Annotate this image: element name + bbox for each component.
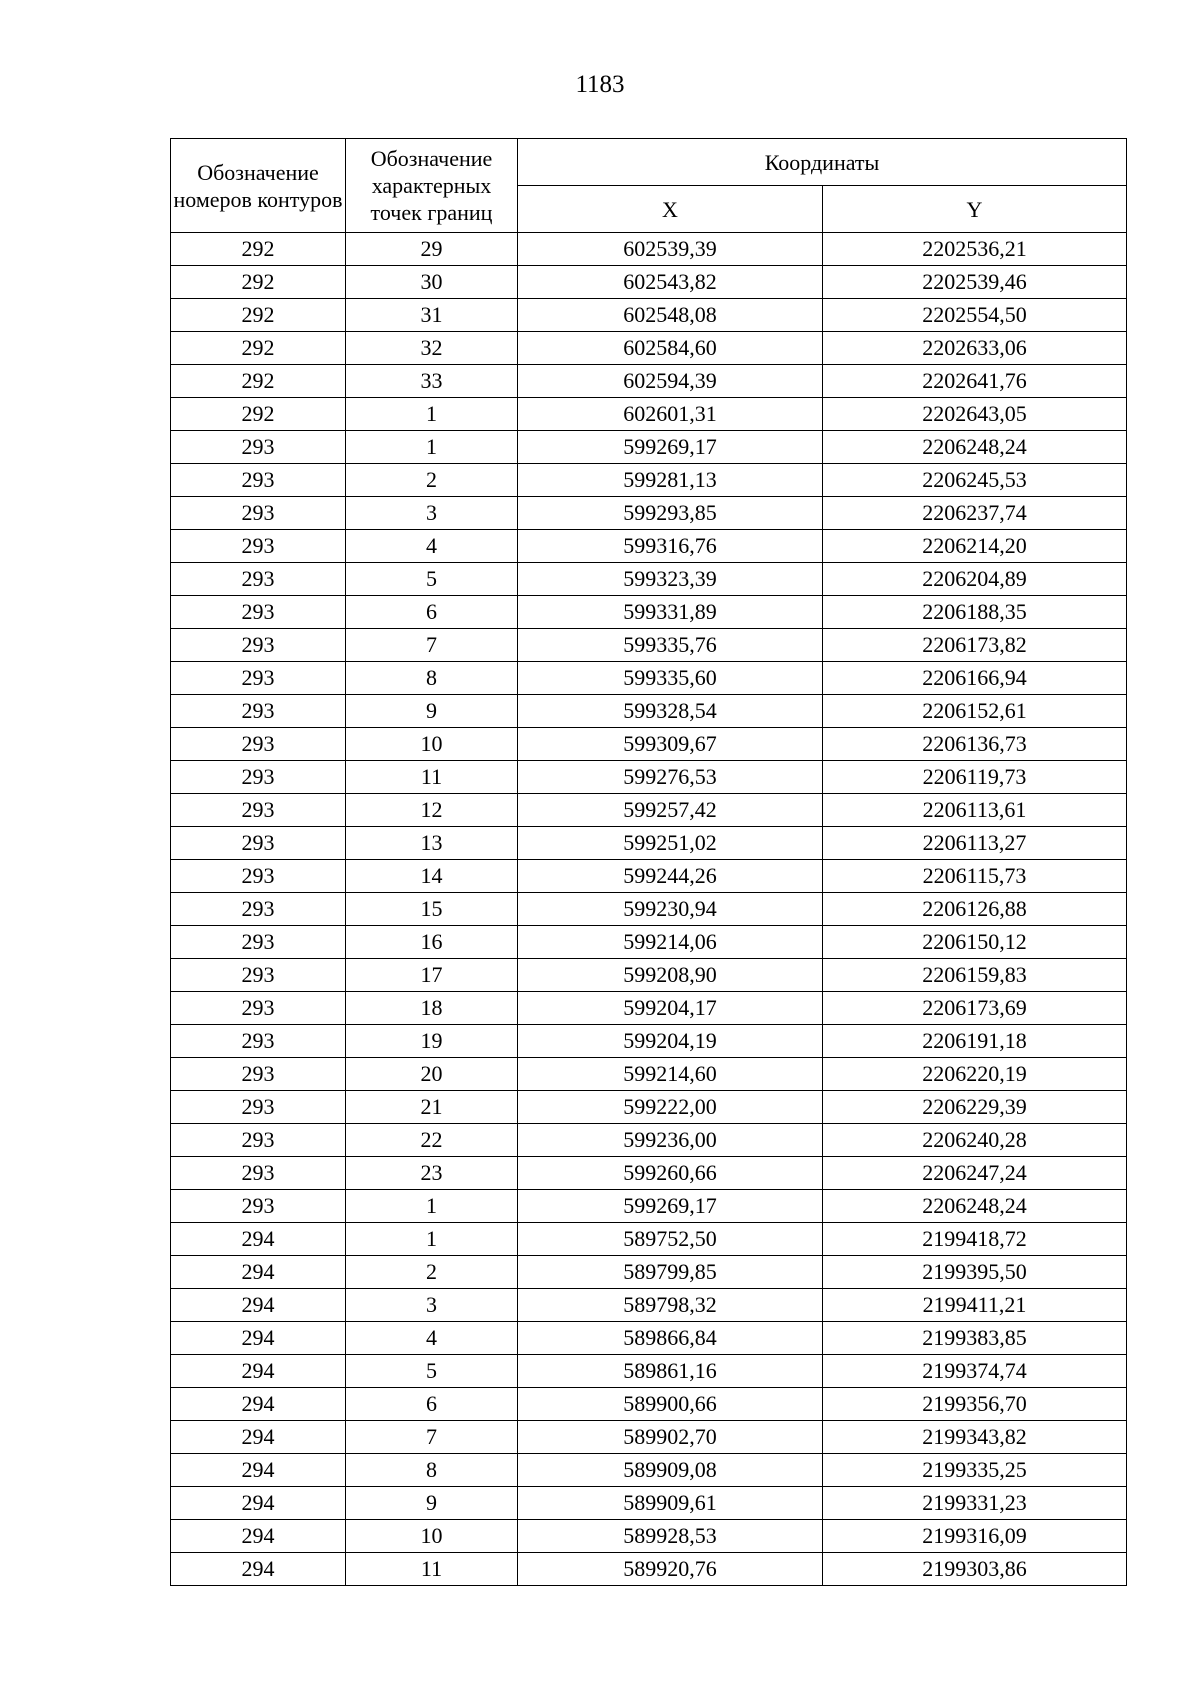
cell-x-coordinate: 599269,17 [518, 1190, 823, 1223]
cell-x-coordinate: 589909,08 [518, 1454, 823, 1487]
cell-point-number: 15 [346, 893, 518, 926]
cell-point-number: 3 [346, 1289, 518, 1322]
cell-point-number: 10 [346, 1520, 518, 1553]
cell-contour-number: 293 [171, 596, 346, 629]
cell-y-coordinate: 2199303,86 [823, 1553, 1127, 1586]
cell-x-coordinate: 602543,82 [518, 266, 823, 299]
cell-point-number: 8 [346, 1454, 518, 1487]
cell-x-coordinate: 599236,00 [518, 1124, 823, 1157]
cell-contour-number: 292 [171, 233, 346, 266]
table-header [171, 139, 1127, 233]
cell-x-coordinate: 602594,39 [518, 365, 823, 398]
cell-contour-number: 293 [171, 1091, 346, 1124]
cell-x-coordinate: 599328,54 [518, 695, 823, 728]
cell-x-coordinate: 602539,39 [518, 233, 823, 266]
table-row [171, 233, 1127, 266]
cell-x-coordinate: 599244,26 [518, 860, 823, 893]
cell-x-coordinate: 589866,84 [518, 1322, 823, 1355]
cell-y-coordinate: 2199383,85 [823, 1322, 1127, 1355]
cell-x-coordinate: 589798,32 [518, 1289, 823, 1322]
cell-y-coordinate: 2202554,50 [823, 299, 1127, 332]
cell-point-number: 10 [346, 728, 518, 761]
cell-x-coordinate: 599222,00 [518, 1091, 823, 1124]
table-row [171, 1025, 1127, 1058]
cell-contour-number: 293 [171, 959, 346, 992]
table-row [171, 893, 1127, 926]
cell-contour-number: 293 [171, 794, 346, 827]
cell-point-number: 2 [346, 1256, 518, 1289]
cell-x-coordinate: 599214,06 [518, 926, 823, 959]
cell-point-number: 1 [346, 1190, 518, 1223]
cell-y-coordinate: 2206150,12 [823, 926, 1127, 959]
table-row [171, 926, 1127, 959]
cell-x-coordinate: 599331,89 [518, 596, 823, 629]
cell-contour-number: 294 [171, 1487, 346, 1520]
cell-point-number: 18 [346, 992, 518, 1025]
header-y: Y [823, 186, 1127, 233]
cell-contour-number: 293 [171, 893, 346, 926]
table-row [171, 332, 1127, 365]
cell-y-coordinate: 2202633,06 [823, 332, 1127, 365]
cell-y-coordinate: 2202643,05 [823, 398, 1127, 431]
cell-y-coordinate: 2206214,20 [823, 530, 1127, 563]
cell-y-coordinate: 2206152,61 [823, 695, 1127, 728]
cell-contour-number: 293 [171, 563, 346, 596]
header-coordinates: Координаты [518, 139, 1127, 186]
cell-contour-number: 292 [171, 332, 346, 365]
cell-contour-number: 293 [171, 1157, 346, 1190]
cell-contour-number: 293 [171, 1025, 346, 1058]
cell-y-coordinate: 2199331,23 [823, 1487, 1127, 1520]
page-number: 1183 [575, 71, 625, 98]
cell-y-coordinate: 2206159,83 [823, 959, 1127, 992]
cell-point-number: 9 [346, 1487, 518, 1520]
table-row [171, 959, 1127, 992]
table-row [171, 1157, 1127, 1190]
table-row [171, 464, 1127, 497]
header-contour-number: Обозначение номеров контуров [171, 139, 346, 233]
cell-contour-number: 293 [171, 1190, 346, 1223]
table-row [171, 1421, 1127, 1454]
cell-contour-number: 294 [171, 1520, 346, 1553]
cell-x-coordinate: 589752,50 [518, 1223, 823, 1256]
cell-point-number: 17 [346, 959, 518, 992]
cell-x-coordinate: 599208,90 [518, 959, 823, 992]
cell-contour-number: 293 [171, 860, 346, 893]
cell-point-number: 14 [346, 860, 518, 893]
cell-contour-number: 293 [171, 761, 346, 794]
cell-contour-number: 293 [171, 695, 346, 728]
cell-y-coordinate: 2199418,72 [823, 1223, 1127, 1256]
cell-point-number: 1 [346, 431, 518, 464]
cell-y-coordinate: 2206136,73 [823, 728, 1127, 761]
cell-point-number: 8 [346, 662, 518, 695]
cell-y-coordinate: 2199343,82 [823, 1421, 1127, 1454]
cell-contour-number: 293 [171, 431, 346, 464]
cell-point-number: 31 [346, 299, 518, 332]
table-row [171, 1223, 1127, 1256]
cell-y-coordinate: 2202641,76 [823, 365, 1127, 398]
cell-point-number: 4 [346, 1322, 518, 1355]
cell-point-number: 7 [346, 629, 518, 662]
cell-contour-number: 293 [171, 530, 346, 563]
cell-point-number: 20 [346, 1058, 518, 1091]
cell-x-coordinate: 599204,17 [518, 992, 823, 1025]
cell-contour-number: 293 [171, 926, 346, 959]
table-row [171, 1256, 1127, 1289]
table-row [171, 1190, 1127, 1223]
cell-x-coordinate: 599269,17 [518, 431, 823, 464]
cell-contour-number: 294 [171, 1388, 346, 1421]
cell-x-coordinate: 599251,02 [518, 827, 823, 860]
cell-x-coordinate: 599309,67 [518, 728, 823, 761]
cell-point-number: 1 [346, 1223, 518, 1256]
cell-point-number: 11 [346, 761, 518, 794]
cell-x-coordinate: 589909,61 [518, 1487, 823, 1520]
cell-y-coordinate: 2206191,18 [823, 1025, 1127, 1058]
cell-y-coordinate: 2206220,19 [823, 1058, 1127, 1091]
cell-point-number: 13 [346, 827, 518, 860]
table-row [171, 695, 1127, 728]
cell-x-coordinate: 602601,31 [518, 398, 823, 431]
cell-x-coordinate: 599323,39 [518, 563, 823, 596]
cell-y-coordinate: 2199374,74 [823, 1355, 1127, 1388]
coordinates-table [170, 138, 1127, 1586]
table-row [171, 1454, 1127, 1487]
table-row [171, 1058, 1127, 1091]
cell-point-number: 16 [346, 926, 518, 959]
table-row [171, 299, 1127, 332]
table-row [171, 827, 1127, 860]
cell-y-coordinate: 2206247,24 [823, 1157, 1127, 1190]
cell-contour-number: 294 [171, 1322, 346, 1355]
cell-x-coordinate: 589861,16 [518, 1355, 823, 1388]
cell-point-number: 33 [346, 365, 518, 398]
header-point-designation: Обозначение характерных точек границ [346, 139, 518, 233]
cell-contour-number: 293 [171, 464, 346, 497]
table-row [171, 1355, 1127, 1388]
table-row [171, 992, 1127, 1025]
cell-point-number: 5 [346, 563, 518, 596]
table-row [171, 1487, 1127, 1520]
table-row [171, 1520, 1127, 1553]
cell-y-coordinate: 2206240,28 [823, 1124, 1127, 1157]
table-row [171, 431, 1127, 464]
table-row [171, 596, 1127, 629]
table-row [171, 1388, 1127, 1421]
cell-x-coordinate: 599230,94 [518, 893, 823, 926]
cell-x-coordinate: 599335,76 [518, 629, 823, 662]
cell-point-number: 2 [346, 464, 518, 497]
cell-y-coordinate: 2199356,70 [823, 1388, 1127, 1421]
table-row [171, 1289, 1127, 1322]
cell-point-number: 21 [346, 1091, 518, 1124]
cell-y-coordinate: 2206173,69 [823, 992, 1127, 1025]
cell-x-coordinate: 599316,76 [518, 530, 823, 563]
cell-contour-number: 294 [171, 1421, 346, 1454]
cell-point-number: 5 [346, 1355, 518, 1388]
cell-point-number: 11 [346, 1553, 518, 1586]
cell-y-coordinate: 2202539,46 [823, 266, 1127, 299]
cell-y-coordinate: 2199335,25 [823, 1454, 1127, 1487]
cell-x-coordinate: 602584,60 [518, 332, 823, 365]
cell-point-number: 9 [346, 695, 518, 728]
cell-point-number: 1 [346, 398, 518, 431]
table-row [171, 662, 1127, 695]
cell-point-number: 32 [346, 332, 518, 365]
table-row [171, 1553, 1127, 1586]
cell-contour-number: 293 [171, 992, 346, 1025]
cell-contour-number: 293 [171, 827, 346, 860]
cell-y-coordinate: 2206245,53 [823, 464, 1127, 497]
cell-point-number: 29 [346, 233, 518, 266]
table-row [171, 1124, 1127, 1157]
cell-contour-number: 292 [171, 365, 346, 398]
cell-point-number: 6 [346, 596, 518, 629]
cell-x-coordinate: 599293,85 [518, 497, 823, 530]
cell-x-coordinate: 589920,76 [518, 1553, 823, 1586]
table-row [171, 860, 1127, 893]
cell-contour-number: 292 [171, 299, 346, 332]
cell-y-coordinate: 2206126,88 [823, 893, 1127, 926]
table-row [171, 365, 1127, 398]
cell-y-coordinate: 2206204,89 [823, 563, 1127, 596]
cell-contour-number: 293 [171, 629, 346, 662]
cell-contour-number: 292 [171, 398, 346, 431]
table-body [171, 233, 1127, 1586]
cell-x-coordinate: 599335,60 [518, 662, 823, 695]
cell-x-coordinate: 589928,53 [518, 1520, 823, 1553]
cell-point-number: 3 [346, 497, 518, 530]
table-row [171, 266, 1127, 299]
cell-y-coordinate: 2202536,21 [823, 233, 1127, 266]
cell-contour-number: 293 [171, 662, 346, 695]
table-row [171, 728, 1127, 761]
cell-x-coordinate: 602548,08 [518, 299, 823, 332]
cell-x-coordinate: 599257,42 [518, 794, 823, 827]
cell-x-coordinate: 589900,66 [518, 1388, 823, 1421]
cell-y-coordinate: 2206188,35 [823, 596, 1127, 629]
cell-point-number: 6 [346, 1388, 518, 1421]
cell-contour-number: 294 [171, 1553, 346, 1586]
cell-x-coordinate: 599204,19 [518, 1025, 823, 1058]
cell-y-coordinate: 2199411,21 [823, 1289, 1127, 1322]
cell-y-coordinate: 2206113,61 [823, 794, 1127, 827]
cell-y-coordinate: 2206229,39 [823, 1091, 1127, 1124]
cell-contour-number: 294 [171, 1256, 346, 1289]
cell-x-coordinate: 589902,70 [518, 1421, 823, 1454]
cell-x-coordinate: 589799,85 [518, 1256, 823, 1289]
cell-y-coordinate: 2199316,09 [823, 1520, 1127, 1553]
cell-contour-number: 293 [171, 497, 346, 530]
cell-contour-number: 293 [171, 728, 346, 761]
table-row [171, 563, 1127, 596]
cell-point-number: 7 [346, 1421, 518, 1454]
table-row [171, 1091, 1127, 1124]
cell-point-number: 23 [346, 1157, 518, 1190]
cell-x-coordinate: 599281,13 [518, 464, 823, 497]
cell-y-coordinate: 2199395,50 [823, 1256, 1127, 1289]
cell-point-number: 4 [346, 530, 518, 563]
table-row [171, 794, 1127, 827]
table-row [171, 530, 1127, 563]
cell-y-coordinate: 2206173,82 [823, 629, 1127, 662]
cell-contour-number: 294 [171, 1454, 346, 1487]
table-row [171, 1322, 1127, 1355]
cell-y-coordinate: 2206248,24 [823, 1190, 1127, 1223]
cell-contour-number: 294 [171, 1223, 346, 1256]
cell-contour-number: 293 [171, 1124, 346, 1157]
cell-point-number: 12 [346, 794, 518, 827]
table-row [171, 398, 1127, 431]
header-x: X [518, 186, 823, 233]
cell-y-coordinate: 2206115,73 [823, 860, 1127, 893]
cell-contour-number: 292 [171, 266, 346, 299]
cell-y-coordinate: 2206248,24 [823, 431, 1127, 464]
cell-x-coordinate: 599260,66 [518, 1157, 823, 1190]
cell-x-coordinate: 599214,60 [518, 1058, 823, 1091]
cell-x-coordinate: 599276,53 [518, 761, 823, 794]
cell-y-coordinate: 2206113,27 [823, 827, 1127, 860]
cell-point-number: 22 [346, 1124, 518, 1157]
cell-y-coordinate: 2206166,94 [823, 662, 1127, 695]
cell-point-number: 19 [346, 1025, 518, 1058]
cell-point-number: 30 [346, 266, 518, 299]
table-row [171, 497, 1127, 530]
cell-contour-number: 294 [171, 1355, 346, 1388]
table-row [171, 761, 1127, 794]
cell-contour-number: 293 [171, 1058, 346, 1091]
cell-contour-number: 294 [171, 1289, 346, 1322]
cell-y-coordinate: 2206119,73 [823, 761, 1127, 794]
table-row [171, 629, 1127, 662]
cell-y-coordinate: 2206237,74 [823, 497, 1127, 530]
